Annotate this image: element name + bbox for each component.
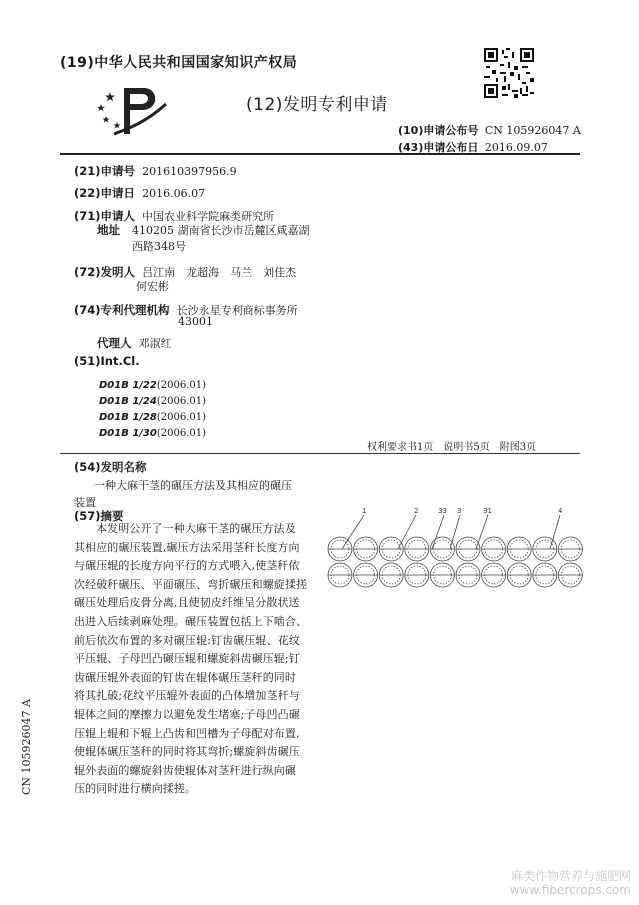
ipc-code: D01B 1/22 [99, 380, 157, 391]
ipc-date: (2006.01) [156, 396, 207, 407]
abstract-line: 本发明公开了一种大麻干茎的碾压方法及 [96, 522, 296, 535]
filing-date-label: (22)申请日 [74, 186, 136, 200]
invention-title-line-2: 装置 [74, 496, 96, 509]
office-name: (19)中华人民共和国国家知识产权局 [60, 55, 298, 71]
ipc-code: D01B 1/30 [99, 428, 157, 439]
abstract-label: (57)摘要 [74, 509, 124, 523]
ipc-code: D01B 1/28 [99, 412, 157, 423]
biblio-divider [60, 453, 580, 454]
abstract-body [74, 520, 314, 799]
abstract-line: 其相应的碾压装置,碾压方法采用茎秆长度方向 [74, 540, 300, 554]
ipc-date: (2006.01) [156, 428, 207, 439]
filing-date: 2016.06.07 [142, 187, 206, 200]
watermark-title: 麻类作物营养与施肥网 [510, 869, 631, 883]
applicant-name: 中国农业科学院麻类研究所 [142, 210, 275, 223]
inventors-line-2: 何宏彬 [136, 280, 169, 293]
address-line-1: 410205 湖南省长沙市岳麓区咸嘉湖 [132, 224, 310, 237]
abstract-line: 前后依次布置的多对碾压辊:钉齿碾压辊、花纹 [74, 633, 300, 647]
page-counts: 权利要求书1页 说明书5页 附图3页 [367, 442, 537, 453]
abstract-line: 使辊体碾压茎秆的同时将其弯折;螺旋斜齿碾压 [74, 745, 300, 759]
publication-number-label: (10)申请公布号 [398, 124, 479, 137]
inventors-label: (72)发明人 [74, 265, 136, 279]
roller-diagram [326, 505, 586, 595]
callout-number: 2 [414, 507, 419, 515]
title-label: (54)发明名称 [74, 460, 147, 474]
abstract-line: 辊体之间的摩擦力以避免发生堵塞;子母凹凸碾 [74, 707, 300, 721]
ipc-date: (2006.01) [156, 380, 207, 391]
invention-title-line-1: 一种大麻干茎的碾压方法及其相应的碾压 [94, 479, 292, 492]
callout-number: 33 [438, 507, 447, 515]
ipc-entry [99, 421, 206, 440]
callout-number: 31 [483, 507, 492, 515]
agency-name: 长沙永星专利商标事务所 [176, 304, 298, 317]
cnipa-logo-icon [96, 84, 168, 140]
header-divider [60, 153, 580, 155]
address-label: 地址 [97, 223, 120, 237]
application-number-label: (21)申请号 [74, 164, 136, 178]
publication-date: 2016.09.07 [484, 141, 548, 154]
publication-number: CN 105926047 A [484, 124, 581, 137]
agent-row [97, 332, 172, 351]
agency-label: (74)专利代理机构 [74, 303, 170, 317]
callout-number: 4 [558, 507, 563, 515]
callout-number: 3 [457, 507, 462, 515]
address-line-2: 西路348号 [132, 240, 186, 253]
abstract-line: 出进入后续剥麻处理。碾压装置包括上下啮合、 [74, 614, 308, 628]
site-watermark [510, 869, 631, 897]
abstract-line: 碾压处理后皮骨分离,且使韧皮纤维呈分散状送 [74, 596, 300, 610]
abstract-line: 将其扎破;花纹平压辊外表面的凸体增加茎秆与 [74, 689, 300, 703]
abstract-line: 齿碾压辊外表面的钉齿在辊体碾压茎秆的同时 [74, 670, 296, 684]
application-number-row [74, 160, 237, 179]
agent-label: 代理人 [97, 336, 132, 350]
agent-name: 邓淑红 [138, 337, 172, 350]
abstract-line: 压的同时进行横向揉搓。 [74, 782, 197, 796]
publication-date-label: (43)申请公布日 [398, 141, 479, 154]
abstract-line: 与碾压辊的长度方向平行的方式喂入,使茎秆依 [74, 559, 300, 573]
qr-code-icon [484, 48, 534, 98]
callout-number: 1 [362, 507, 367, 515]
filing-date-row [74, 182, 205, 201]
applicant-label: (71)申请人 [74, 209, 136, 223]
abstract-line: 次经破秆碾压、平面碾压、弯折碾压和螺旋揉搓 [74, 577, 308, 591]
document-type: (12)发明专利申请 [246, 95, 388, 115]
inventors-line-1: 吕江南 龙超海 马兰 刘佳杰 [142, 266, 297, 279]
ipc-code: D01B 1/24 [99, 396, 157, 407]
inventors-row [74, 261, 296, 280]
application-number: 201610397956.9 [142, 165, 237, 178]
abstract-line: 压辊上辊和下辊上凸齿和凹槽为子母配对布置, [74, 726, 300, 740]
ipc-date: (2006.01) [156, 412, 207, 423]
publication-number-row [398, 122, 581, 138]
side-publication-number: CN 105926047 A [20, 699, 33, 795]
watermark-url: www.fibercrops.com [509, 883, 631, 897]
abstract-line: 平压辊、子母凹凸碾压辊和螺旋斜齿碾压辊;钉 [74, 652, 300, 666]
abstract-line: 辊外表面的螺旋斜齿使辊体对茎秆进行纵向碾 [74, 763, 296, 777]
agency-code: 43001 [178, 315, 213, 328]
int-cl-label: (51)Int.Cl. [74, 354, 140, 368]
